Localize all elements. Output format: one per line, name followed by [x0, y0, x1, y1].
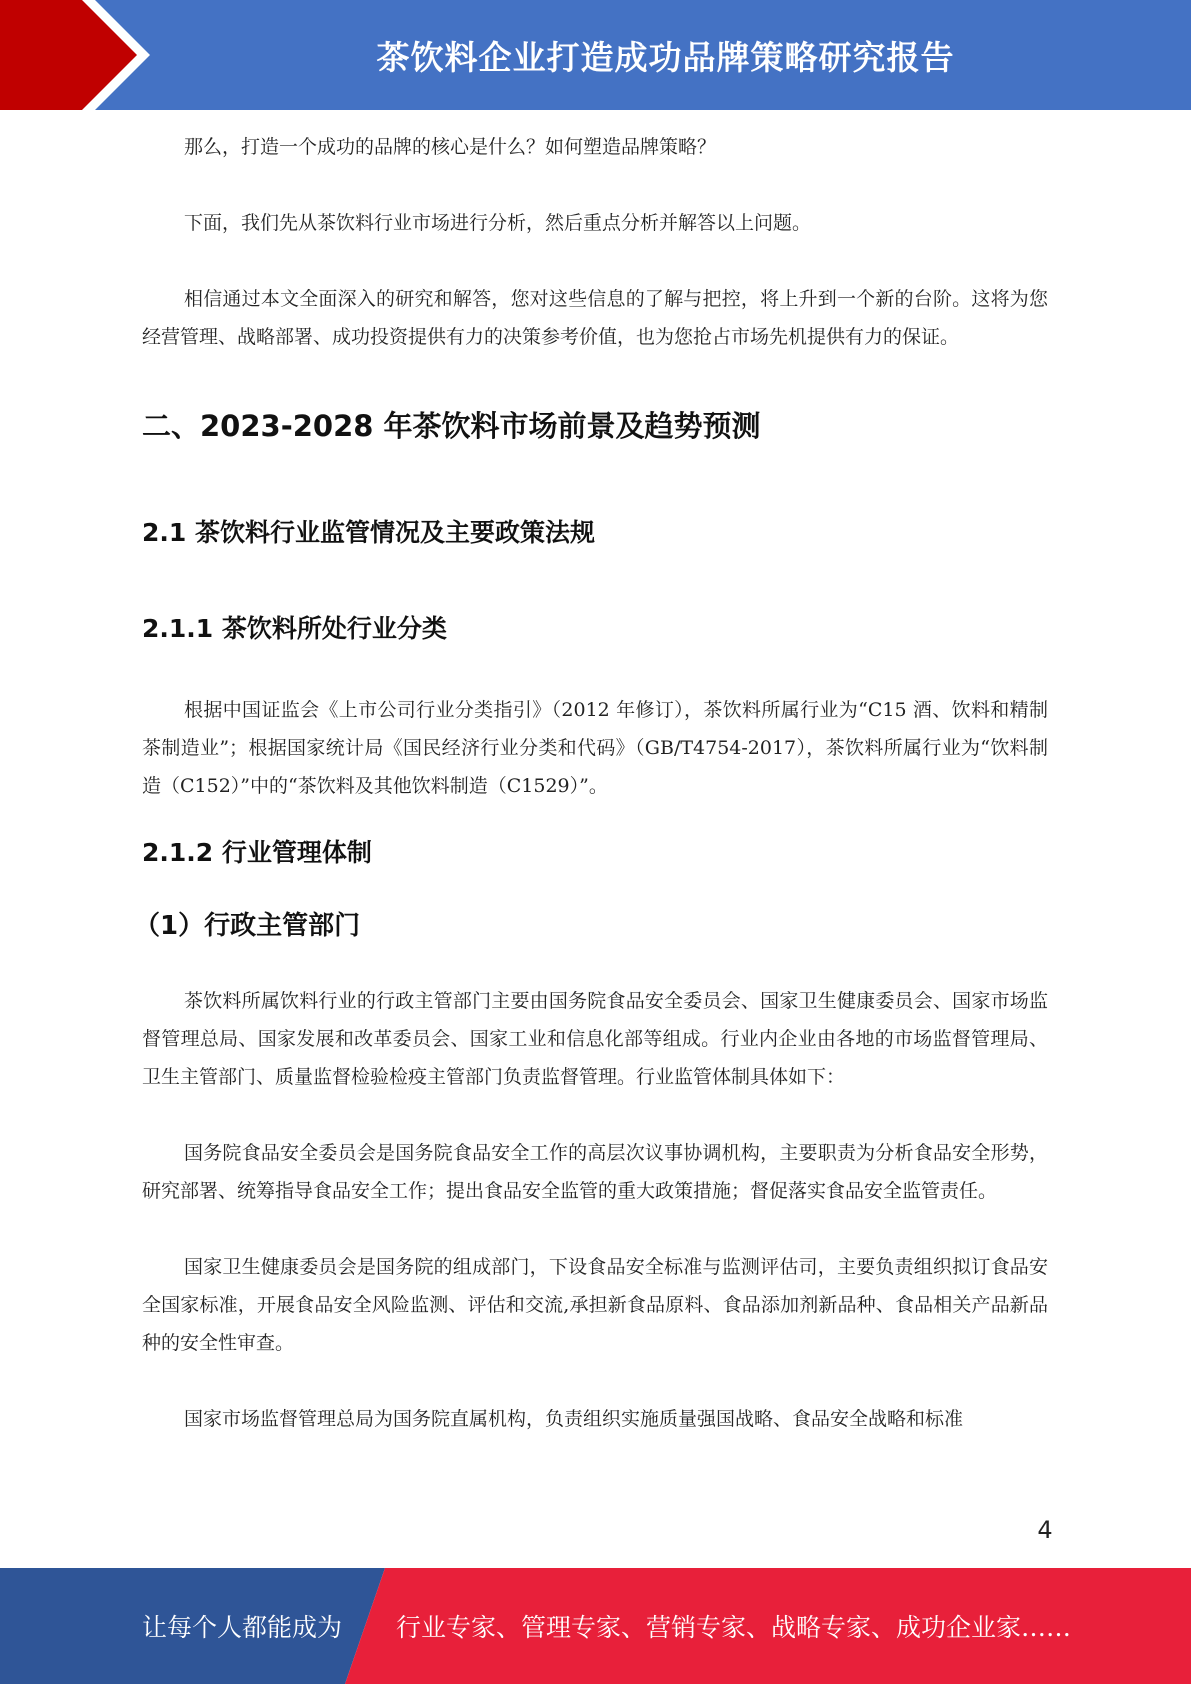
paragraph-health-commission: 国家卫生健康委员会是国务院的组成部门，下设食品安全标准与监测评估司，主要负责组织拟订食品安全国家标准，开展食品安全风险监测、评估和交流,承担新食品原料、食品添加剂新品种、食品相关产品新品种的安全性审查。 — [142, 1256, 1048, 1354]
paragraph-intro-plan: 下面，我们先从茶饮料行业市场进行分析，然后重点分析并解答以上问题。 — [184, 212, 812, 234]
paragraph-intro-question: 那么，打造一个成功的品牌的核心是什么？如何塑造品牌策略？ — [184, 136, 717, 158]
page-number: 4 — [1037, 1516, 1053, 1544]
paragraph-market-regulation: 国家市场监督管理总局为国务院直属机构，负责组织实施质量强国战略、食品安全战略和标准 — [184, 1408, 964, 1430]
report-title: 茶饮料企业打造成功品牌策略研究报告 — [376, 37, 955, 77]
subsection-heading-2-1-2: 2.1.2 行业管理体制 — [142, 838, 372, 867]
header-arrow-icon — [0, 0, 160, 110]
subsection-heading-2-1-1: 2.1.1 茶饮料所处行业分类 — [142, 614, 447, 643]
header-band — [0, 0, 1191, 110]
footer-slogan-left: 让每个人都能成为 — [142, 1613, 343, 1642]
subsection-heading-admin-department: （1）行政主管部门 — [134, 911, 361, 941]
document-body — [134, 128, 1048, 1438]
footer-slogan-right: 行业专家、管理专家、营销专家、战略专家、成功企业家…… — [396, 1613, 1072, 1642]
paragraph-intro-value: 相信通过本文全面深入的研究和解答，您对这些信息的了解与把控，将上升到一个新的台阶。这将为您经营管理、战略部署、成功投资提供有力的决策参考价值，也为您抢占市场先机提供有力的保证。 — [142, 288, 1048, 348]
paragraph-industry-classification: 根据中国证监会《上市公司行业分类指引》（2012 年修订），茶饮料所属行业为“C15 酒、饮料和精制茶制造业”；根据国家统计局《国民经济行业分类和代码》（GB/T4754-2017），茶饮料所属行业为“饮料制造（C152）”中的“茶饮料及其他饮料制造（C1529）”。 — [142, 699, 1048, 797]
paragraph-food-safety-committee: 国务院食品安全委员会是国务院食品安全工作的高层次议事协调机构，主要职责为分析食品安全形势，研究部署、统筹指导食品安全工作；提出食品安全监管的重大政策措施；督促落实食品安全监管责任。 — [142, 1142, 1048, 1202]
section-heading-2: 二、2023-2028 年茶饮料市场前景及趋势预测 — [142, 409, 761, 443]
paragraph-regulators: 茶饮料所属饮料行业的行政主管部门主要由国务院食品安全委员会、国家卫生健康委员会、国家市场监督管理总局、国家发展和改革委员会、国家工业和信息化部等组成。行业内企业由各地的市场监督管理局、卫生主管部门、质量监督检验检疫主管部门负责监督管理。行业监管体制具体如下： — [142, 990, 1048, 1088]
footer-band — [0, 1568, 1191, 1684]
subsection-heading-2-1: 2.1 茶饮料行业监管情况及主要政策法规 — [142, 518, 595, 547]
